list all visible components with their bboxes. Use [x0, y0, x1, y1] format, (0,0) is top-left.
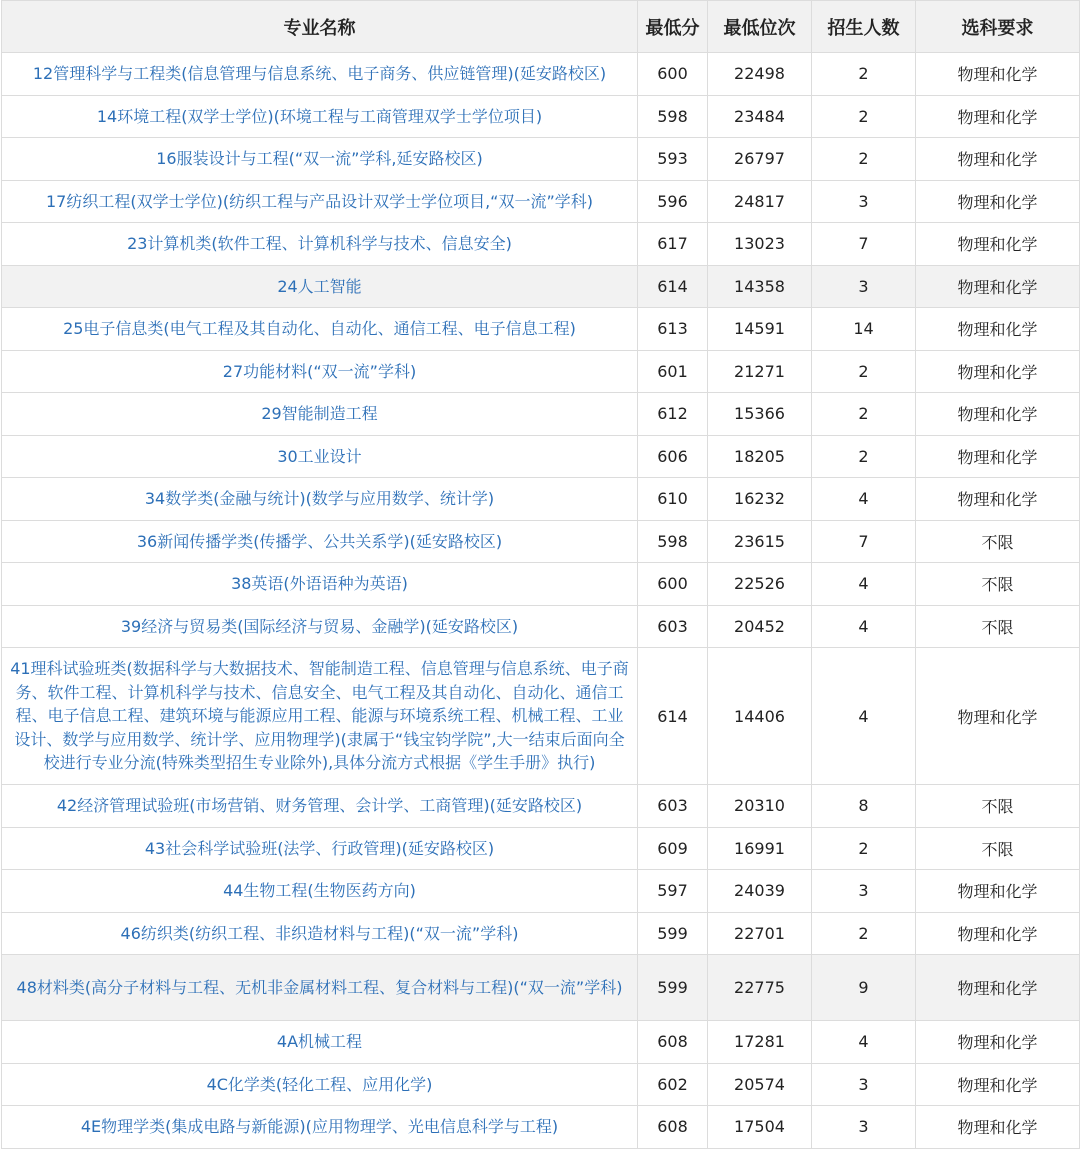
table-row	[2, 95, 1080, 138]
subject-requirement-cell: 物理和化学	[916, 478, 1080, 521]
enrollment-cell: 2	[812, 435, 916, 478]
min-rank-cell: 22775	[708, 955, 812, 1021]
min-rank-cell: 16991	[708, 827, 812, 870]
enrollment-cell: 8	[812, 785, 916, 828]
min-score-cell: 603	[638, 785, 708, 828]
major-name-cell: 4E物理学类(集成电路与新能源)(应用物理学、光电信息科学与工程)	[2, 1106, 638, 1149]
enrollment-cell: 4	[812, 605, 916, 648]
subject-requirement-cell: 不限	[916, 563, 1080, 606]
min-rank-cell: 14591	[708, 308, 812, 351]
min-rank-cell: 14358	[708, 265, 812, 308]
enrollment-cell: 3	[812, 1106, 916, 1149]
header-subject-requirement: 选科要求	[916, 1, 1080, 53]
enrollment-cell: 4	[812, 478, 916, 521]
enrollment-cell: 4	[812, 1021, 916, 1064]
min-rank-cell: 15366	[708, 393, 812, 436]
table-row	[2, 912, 1080, 955]
major-name-cell: 25电子信息类(电气工程及其自动化、自动化、通信工程、电子信息工程)	[2, 308, 638, 351]
min-score-cell: 593	[638, 138, 708, 181]
min-rank-cell: 24039	[708, 870, 812, 913]
subject-requirement-cell: 物理和化学	[916, 912, 1080, 955]
min-score-cell: 598	[638, 95, 708, 138]
min-rank-cell: 13023	[708, 223, 812, 266]
subject-requirement-cell: 不限	[916, 785, 1080, 828]
subject-requirement-cell: 物理和化学	[916, 53, 1080, 96]
table-row	[2, 1021, 1080, 1064]
min-rank-cell: 16232	[708, 478, 812, 521]
enrollment-cell: 3	[812, 1063, 916, 1106]
min-rank-cell: 26797	[708, 138, 812, 181]
min-rank-cell: 24817	[708, 180, 812, 223]
min-score-cell: 609	[638, 827, 708, 870]
subject-requirement-cell: 物理和化学	[916, 955, 1080, 1021]
major-name-cell: 42经济管理试验班(市场营销、财务管理、会计学、工商管理)(延安路校区)	[2, 785, 638, 828]
subject-requirement-cell: 物理和化学	[916, 1106, 1080, 1149]
subject-requirement-cell: 物理和化学	[916, 648, 1080, 785]
min-rank-cell: 17504	[708, 1106, 812, 1149]
min-rank-cell: 18205	[708, 435, 812, 478]
table-row	[2, 955, 1080, 1021]
table-header-row	[2, 1, 1080, 53]
min-rank-cell: 21271	[708, 350, 812, 393]
major-name-cell: 29智能制造工程	[2, 393, 638, 436]
min-score-cell: 597	[638, 870, 708, 913]
major-name-cell: 36新闻传播学类(传播学、公共关系学)(延安路校区)	[2, 520, 638, 563]
table-row	[2, 478, 1080, 521]
min-score-cell: 606	[638, 435, 708, 478]
min-score-cell: 603	[638, 605, 708, 648]
min-score-cell: 608	[638, 1106, 708, 1149]
table-row	[2, 350, 1080, 393]
header-min-rank: 最低位次	[708, 1, 812, 53]
major-name-cell: 4A机械工程	[2, 1021, 638, 1064]
min-score-cell: 617	[638, 223, 708, 266]
min-rank-cell: 14406	[708, 648, 812, 785]
min-score-cell: 598	[638, 520, 708, 563]
enrollment-cell: 2	[812, 53, 916, 96]
table-row	[2, 393, 1080, 436]
enrollment-cell: 2	[812, 138, 916, 181]
major-name-cell: 43社会科学试验班(法学、行政管理)(延安路校区)	[2, 827, 638, 870]
table-row	[2, 870, 1080, 913]
major-name-cell: 41理科试验班类(数据科学与大数据技术、智能制造工程、信息管理与信息系统、电子商务、软件工程、计算机科学与技术、信息安全、电气工程及其自动化、自动化、通信工程、电子信息工程、建筑环境与能源应用工程、能源与环境系统工程、机械工程、工业设计、数学与应用数学、统计学、应用物理学)(隶属于“钱宝钧学院”,大一结束后面向全校进行专业分流(特殊类型招生专业除外),具体分流方式根据《学生手册》执行)	[2, 648, 638, 785]
min-score-cell: 599	[638, 955, 708, 1021]
min-rank-cell: 23615	[708, 520, 812, 563]
major-name-cell: 30工业设计	[2, 435, 638, 478]
subject-requirement-cell: 物理和化学	[916, 95, 1080, 138]
min-score-cell: 613	[638, 308, 708, 351]
table-row	[2, 180, 1080, 223]
table-row	[2, 138, 1080, 181]
subject-requirement-cell: 不限	[916, 827, 1080, 870]
major-name-cell: 39经济与贸易类(国际经济与贸易、金融学)(延安路校区)	[2, 605, 638, 648]
header-major-name: 专业名称	[2, 1, 638, 53]
enrollment-cell: 14	[812, 308, 916, 351]
subject-requirement-cell: 物理和化学	[916, 265, 1080, 308]
table-row	[2, 827, 1080, 870]
header-enrollment: 招生人数	[812, 1, 916, 53]
major-name-cell: 24人工智能	[2, 265, 638, 308]
enrollment-cell: 3	[812, 870, 916, 913]
table-row	[2, 563, 1080, 606]
major-name-cell: 12管理科学与工程类(信息管理与信息系统、电子商务、供应链管理)(延安路校区)	[2, 53, 638, 96]
min-score-cell: 601	[638, 350, 708, 393]
major-name-cell: 48材料类(高分子材料与工程、无机非金属材料工程、复合材料与工程)(“双一流”学科)	[2, 955, 638, 1021]
min-score-cell: 599	[638, 912, 708, 955]
subject-requirement-cell: 物理和化学	[916, 870, 1080, 913]
enrollment-cell: 2	[812, 827, 916, 870]
enrollment-cell: 7	[812, 520, 916, 563]
enrollment-cell: 4	[812, 648, 916, 785]
major-name-cell: 4C化学类(轻化工程、应用化学)	[2, 1063, 638, 1106]
min-rank-cell: 22498	[708, 53, 812, 96]
min-score-cell: 600	[638, 53, 708, 96]
enrollment-cell: 2	[812, 95, 916, 138]
major-name-cell: 17纺织工程(双学士学位)(纺织工程与产品设计双学士学位项目,“双一流”学科)	[2, 180, 638, 223]
subject-requirement-cell: 物理和化学	[916, 1021, 1080, 1064]
header-min-score: 最低分	[638, 1, 708, 53]
enrollment-cell: 9	[812, 955, 916, 1021]
min-score-cell: 608	[638, 1021, 708, 1064]
enrollment-cell: 2	[812, 912, 916, 955]
major-name-cell: 46纺织类(纺织工程、非织造材料与工程)(“双一流”学科)	[2, 912, 638, 955]
admission-table	[1, 0, 1080, 1149]
major-name-cell: 38英语(外语语种为英语)	[2, 563, 638, 606]
min-score-cell: 614	[638, 265, 708, 308]
table-row	[2, 1106, 1080, 1149]
table-row	[2, 265, 1080, 308]
major-name-cell: 23计算机类(软件工程、计算机科学与技术、信息安全)	[2, 223, 638, 266]
min-rank-cell: 20310	[708, 785, 812, 828]
subject-requirement-cell: 不限	[916, 520, 1080, 563]
enrollment-cell: 3	[812, 265, 916, 308]
table-body	[2, 53, 1080, 1149]
subject-requirement-cell: 物理和化学	[916, 350, 1080, 393]
min-score-cell: 612	[638, 393, 708, 436]
subject-requirement-cell: 物理和化学	[916, 223, 1080, 266]
table-row	[2, 1063, 1080, 1106]
subject-requirement-cell: 物理和化学	[916, 393, 1080, 436]
table-row	[2, 520, 1080, 563]
min-score-cell: 610	[638, 478, 708, 521]
min-score-cell: 596	[638, 180, 708, 223]
enrollment-cell: 3	[812, 180, 916, 223]
subject-requirement-cell: 物理和化学	[916, 435, 1080, 478]
min-score-cell: 602	[638, 1063, 708, 1106]
major-name-cell: 44生物工程(生物医药方向)	[2, 870, 638, 913]
subject-requirement-cell: 不限	[916, 605, 1080, 648]
subject-requirement-cell: 物理和化学	[916, 1063, 1080, 1106]
table-row	[2, 648, 1080, 785]
min-rank-cell: 20452	[708, 605, 812, 648]
major-name-cell: 14环境工程(双学士学位)(环境工程与工商管理双学士学位项目)	[2, 95, 638, 138]
min-rank-cell: 17281	[708, 1021, 812, 1064]
table-row	[2, 223, 1080, 266]
enrollment-cell: 2	[812, 350, 916, 393]
min-rank-cell: 23484	[708, 95, 812, 138]
subject-requirement-cell: 物理和化学	[916, 308, 1080, 351]
table-row	[2, 308, 1080, 351]
min-score-cell: 614	[638, 648, 708, 785]
subject-requirement-cell: 物理和化学	[916, 180, 1080, 223]
min-rank-cell: 22526	[708, 563, 812, 606]
enrollment-cell: 4	[812, 563, 916, 606]
major-name-cell: 16服装设计与工程(“双一流”学科,延安路校区)	[2, 138, 638, 181]
min-score-cell: 600	[638, 563, 708, 606]
table-row	[2, 53, 1080, 96]
table-row	[2, 605, 1080, 648]
major-name-cell: 34数学类(金融与统计)(数学与应用数学、统计学)	[2, 478, 638, 521]
min-rank-cell: 20574	[708, 1063, 812, 1106]
major-name-cell: 27功能材料(“双一流”学科)	[2, 350, 638, 393]
table-row	[2, 785, 1080, 828]
enrollment-cell: 7	[812, 223, 916, 266]
table-row	[2, 435, 1080, 478]
enrollment-cell: 2	[812, 393, 916, 436]
subject-requirement-cell: 物理和化学	[916, 138, 1080, 181]
min-rank-cell: 22701	[708, 912, 812, 955]
